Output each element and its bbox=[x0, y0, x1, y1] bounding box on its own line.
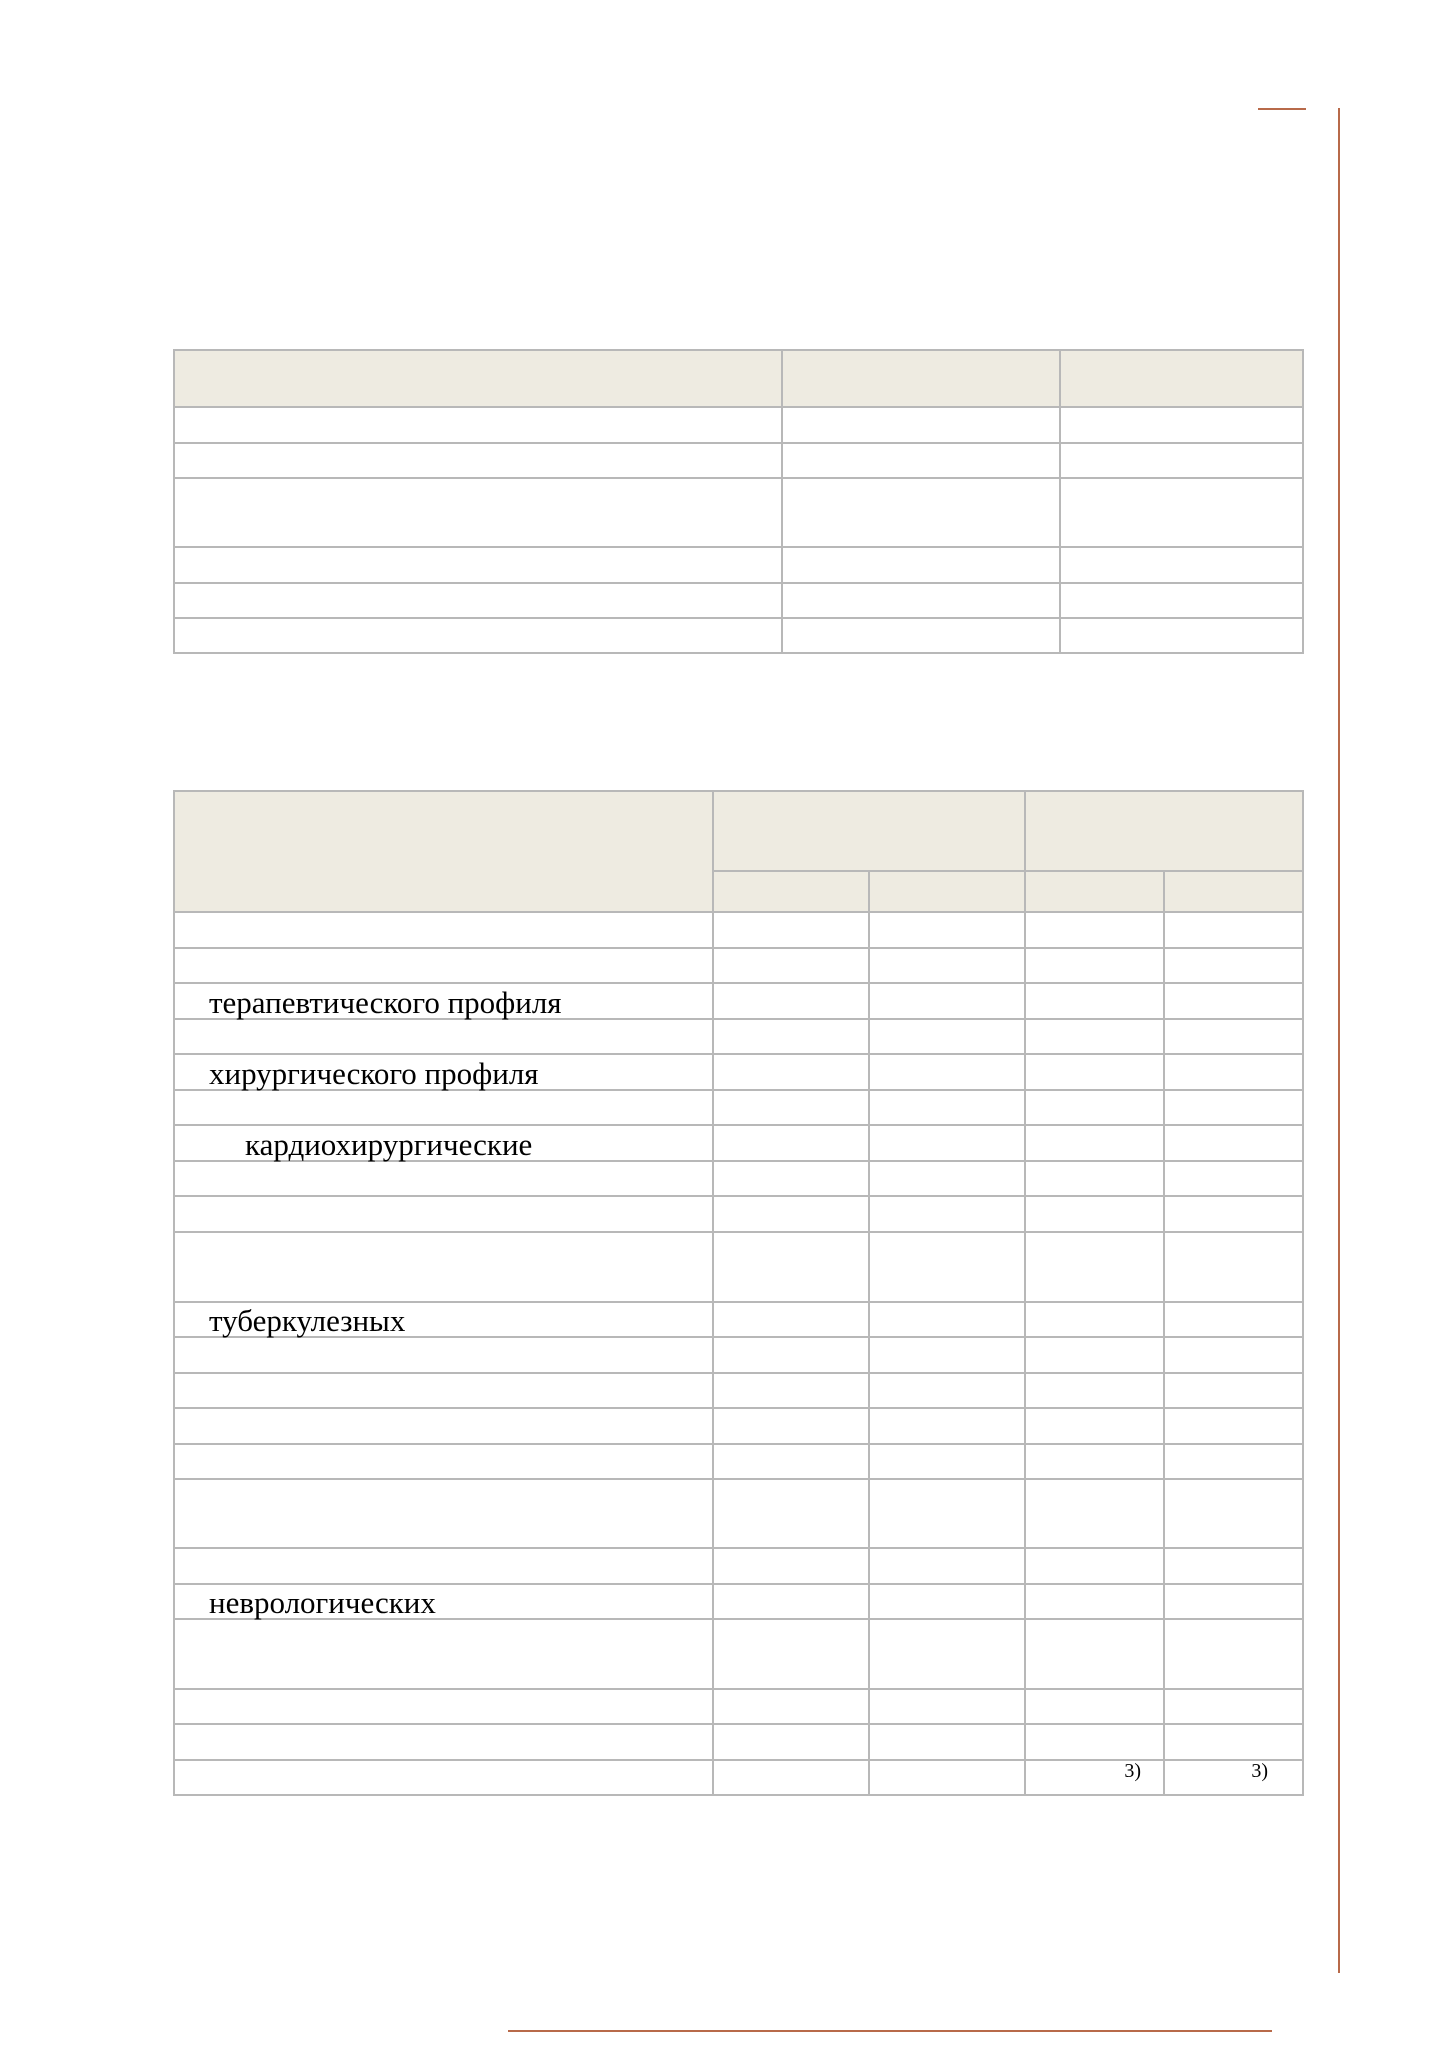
header-cell bbox=[1060, 350, 1303, 407]
row-label-tuberculosis: туберкулезных bbox=[174, 1302, 713, 1337]
frame-line-top bbox=[1258, 108, 1306, 110]
header-cell bbox=[174, 791, 713, 912]
table-row bbox=[174, 583, 1303, 618]
table-row bbox=[174, 1232, 1303, 1302]
table-row bbox=[174, 1302, 1303, 1337]
table-row bbox=[174, 547, 1303, 583]
footnote-mark: 3) bbox=[1164, 1760, 1303, 1795]
header-cell bbox=[1025, 871, 1164, 912]
table-row bbox=[174, 1689, 1303, 1724]
table-row bbox=[174, 1408, 1303, 1444]
table-row bbox=[174, 948, 1303, 983]
row-label-therapeutic: терапевтического профиля bbox=[174, 983, 713, 1019]
header-cell bbox=[782, 350, 1060, 407]
frame-line-right bbox=[1338, 108, 1340, 1973]
table-row bbox=[174, 1760, 1303, 1795]
table-row bbox=[174, 983, 1303, 1019]
header-cell bbox=[174, 350, 782, 407]
summary-table bbox=[173, 349, 1304, 654]
header-cell bbox=[1164, 871, 1303, 912]
table-row bbox=[174, 407, 1303, 443]
table-row bbox=[174, 1161, 1303, 1196]
table-row bbox=[174, 1444, 1303, 1479]
table-row bbox=[174, 478, 1303, 547]
header-cell bbox=[713, 871, 869, 912]
table-row bbox=[174, 1019, 1303, 1054]
row-label-cardiac-surgery: кардиохирургические bbox=[174, 1125, 713, 1161]
table-row bbox=[174, 1125, 1303, 1161]
table-header-row bbox=[174, 350, 1303, 407]
table-row bbox=[174, 1619, 1303, 1689]
header-cell bbox=[713, 791, 1025, 871]
table-row bbox=[174, 1548, 1303, 1584]
table-row bbox=[174, 912, 1303, 948]
table-row bbox=[174, 1196, 1303, 1232]
table-row bbox=[174, 1090, 1303, 1125]
header-cell bbox=[869, 871, 1025, 912]
frame-line-bottom bbox=[508, 2030, 1272, 2032]
beds-table bbox=[173, 790, 1304, 1796]
table-row bbox=[174, 1724, 1303, 1760]
row-label-neurological: неврологических bbox=[174, 1584, 713, 1619]
table-row bbox=[174, 1054, 1303, 1090]
table-row bbox=[174, 443, 1303, 478]
footnote-mark: 3) bbox=[1025, 1760, 1164, 1795]
table-row bbox=[174, 1373, 1303, 1408]
table-header-row bbox=[174, 791, 1303, 871]
table-row bbox=[174, 1479, 1303, 1548]
table-row bbox=[174, 1584, 1303, 1619]
row-label-surgical: хирургического профиля bbox=[174, 1054, 713, 1090]
table-row bbox=[174, 1337, 1303, 1373]
header-cell bbox=[1025, 791, 1303, 871]
table-row bbox=[174, 618, 1303, 653]
